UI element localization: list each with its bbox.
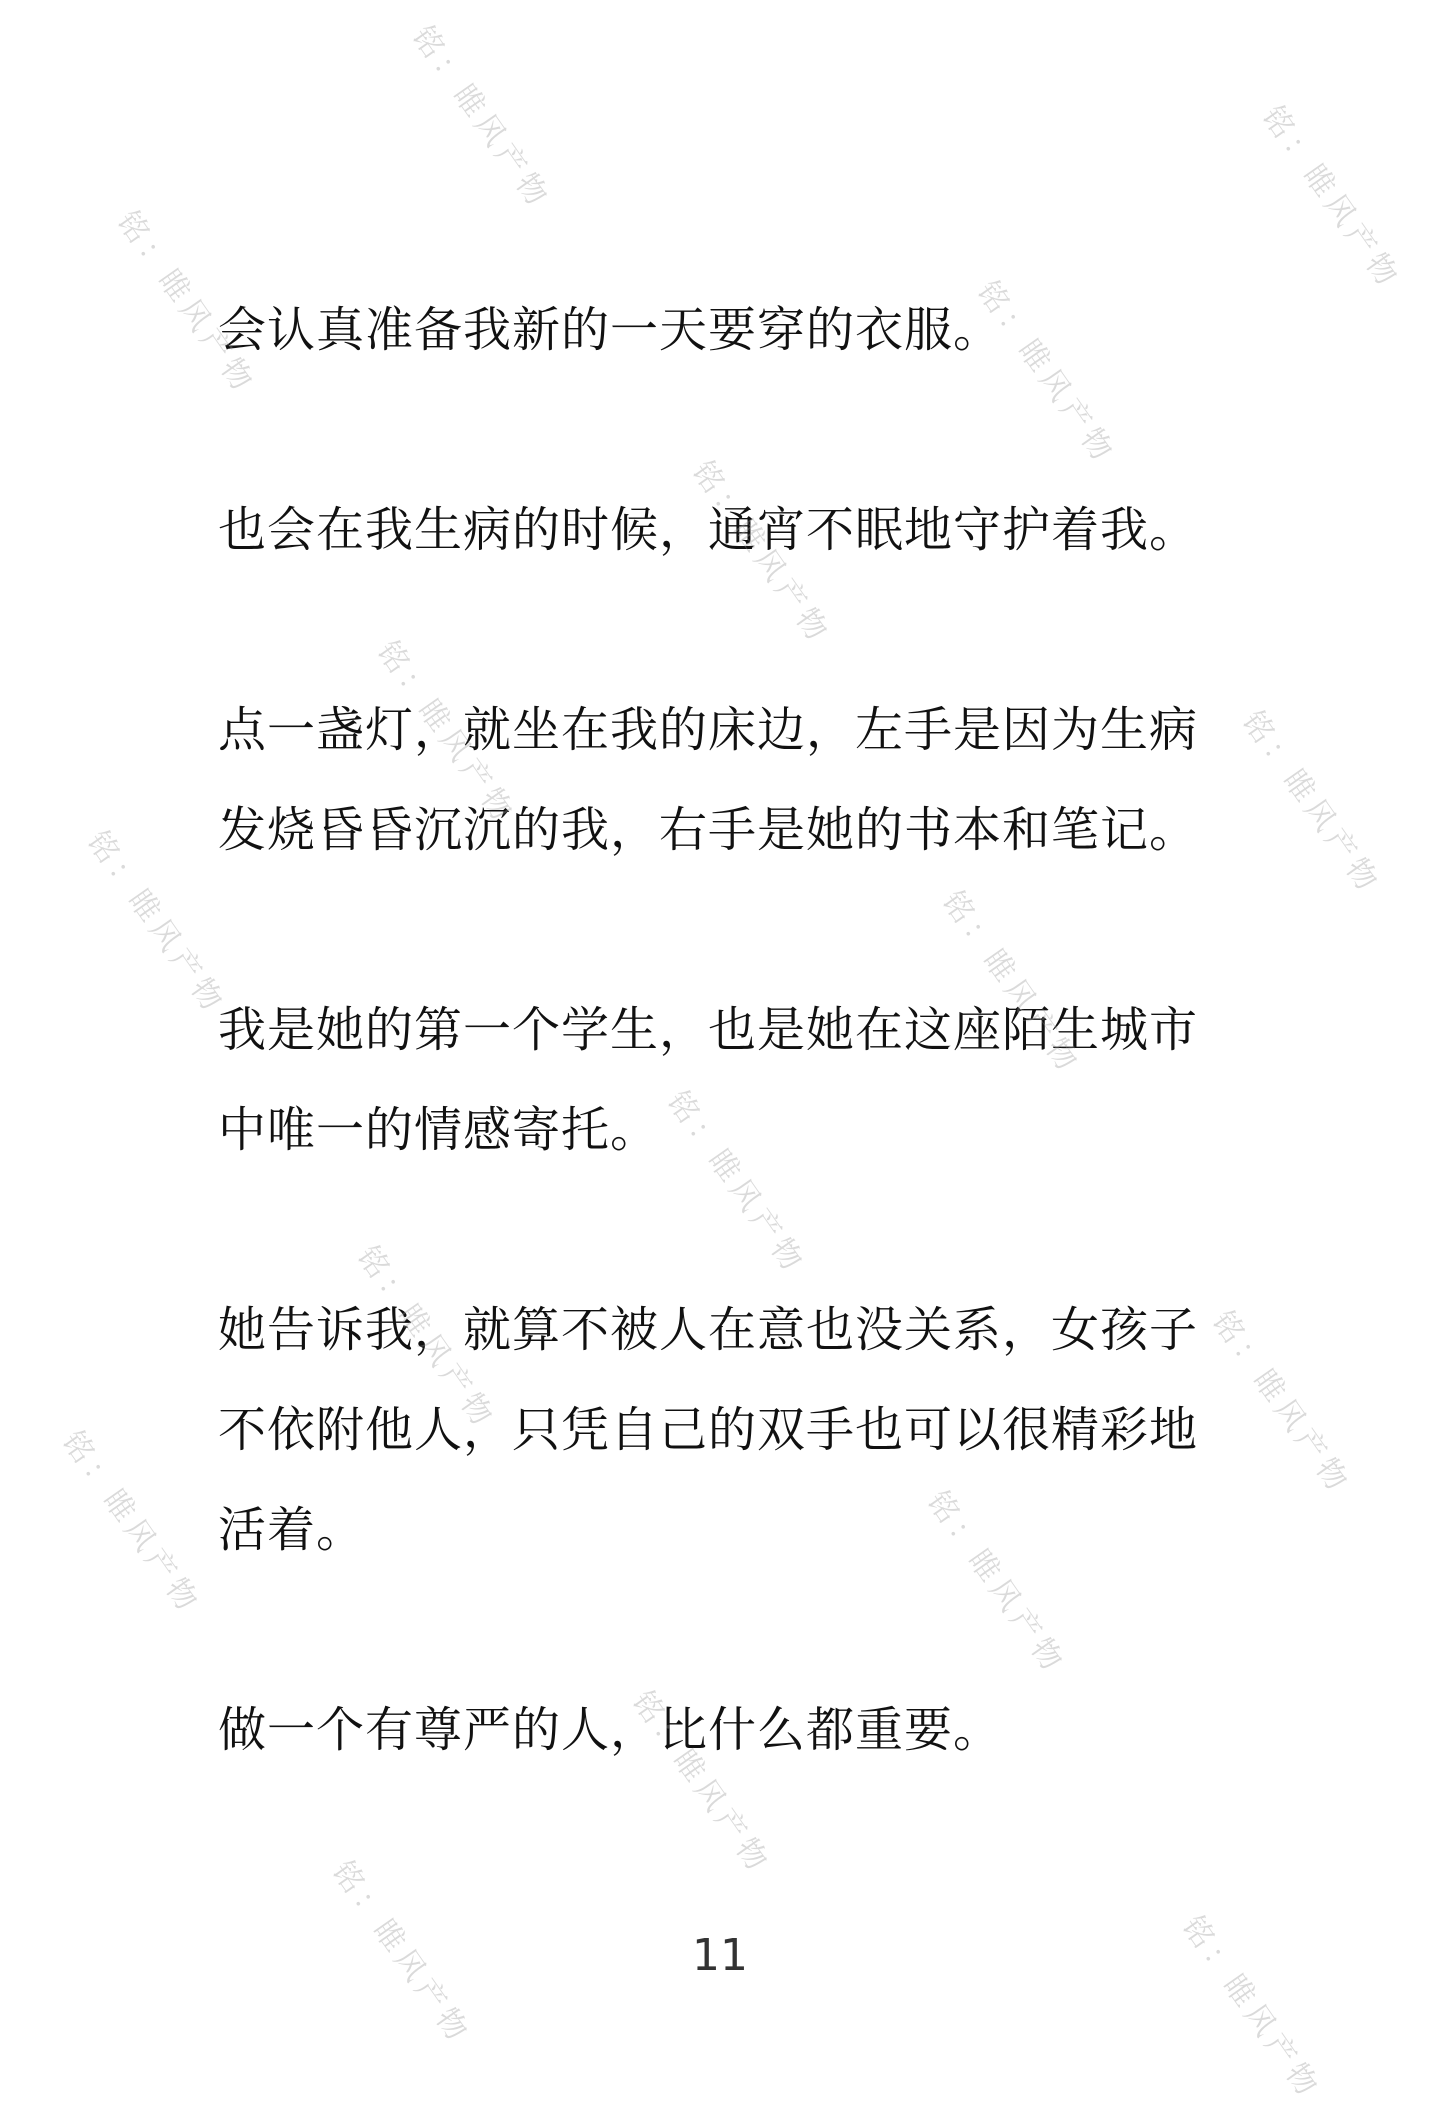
paragraph: 我是她的第一个学生，也是她在这座陌生城市中唯一的情感寄托。 bbox=[218, 1002, 1199, 1158]
paragraph: 做一个有尊严的人，比什么都重要。 bbox=[218, 1702, 1003, 1758]
watermark: 铭：睢风产物 bbox=[54, 1424, 208, 1622]
watermark: 铭：睢风产物 bbox=[109, 204, 263, 402]
watermark: 铭：睢风产物 bbox=[684, 454, 838, 652]
watermark: 铭：睢风产物 bbox=[404, 19, 558, 217]
paragraph: 点一盏灯，就坐在我的床边，左手是因为生病发烧昏昏沉沉的我，右手是她的书本和笔记。 bbox=[218, 702, 1199, 858]
paragraph: 会认真准备我新的一天要穿的衣服。 bbox=[218, 302, 1003, 358]
watermark: 铭：睢风产物 bbox=[1174, 1909, 1328, 2107]
watermark: 铭：睢风产物 bbox=[934, 884, 1088, 1082]
watermark: 铭：睢风产物 bbox=[659, 1084, 813, 1282]
watermark: 铭：睢风产物 bbox=[1234, 704, 1388, 902]
page-number: 11 bbox=[692, 1930, 748, 1981]
watermark: 铭：睢风产物 bbox=[969, 274, 1123, 472]
watermark: 铭：睢风产物 bbox=[1254, 99, 1408, 297]
watermark: 铭：睢风产物 bbox=[79, 824, 233, 1022]
paragraph: 她告诉我，就算不被人在意也没关系，女孩子不依附他人，只凭自己的双手也可以很精彩地活着。 bbox=[218, 1302, 1199, 1558]
paragraph: 也会在我生病的时候，通宵不眠地守护着我。 bbox=[218, 502, 1199, 558]
watermark: 铭：睢风产物 bbox=[369, 634, 523, 832]
watermark: 铭：睢风产物 bbox=[324, 1854, 478, 2052]
watermark: 铭：睢风产物 bbox=[349, 1239, 503, 1437]
watermark: 铭：睢风产物 bbox=[624, 1684, 778, 1882]
watermark: 铭：睢风产物 bbox=[1204, 1304, 1358, 1502]
body-text bbox=[218, 280, 1238, 1880]
watermark: 铭：睢风产物 bbox=[919, 1484, 1073, 1682]
